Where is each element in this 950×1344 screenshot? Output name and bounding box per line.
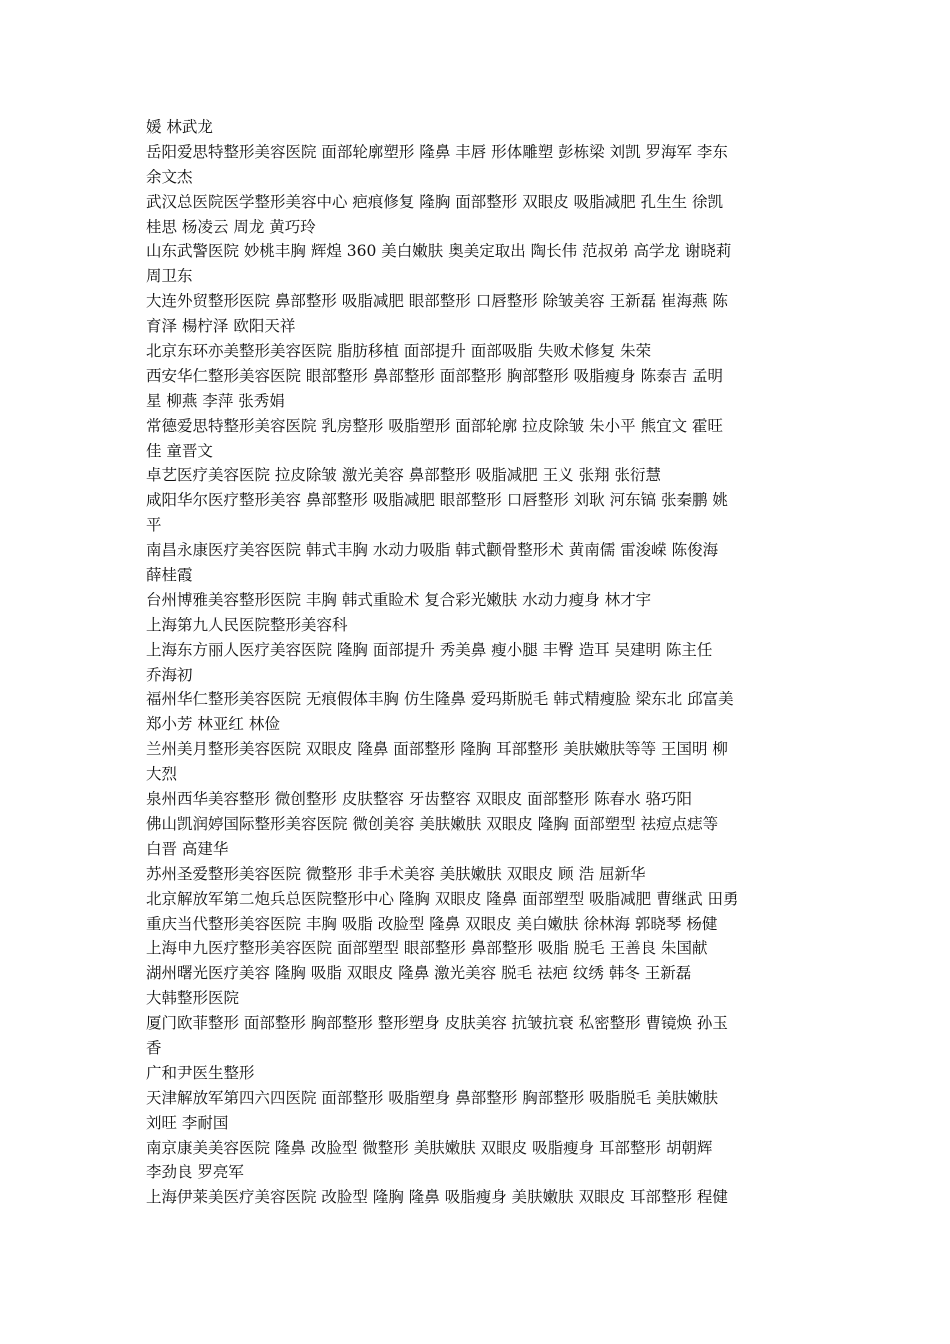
text-line: 上海东方丽人医疗美容医院 隆胸 面部提升 秀美鼻 瘦小腿 丰臀 造耳 吴建明 陈主任 xyxy=(146,640,713,659)
document-page xyxy=(146,115,811,1210)
text-line: 南昌永康医疗美容医院 韩式丰胸 水动力吸脂 韩式颧骨整形术 黄南儒 雷浚嵘 陈俊海 xyxy=(146,541,719,560)
text-line: 大韩整形医院 xyxy=(146,989,240,1008)
text-line: 南京康美美容医院 隆鼻 改脸型 微整形 美肤嫩肤 双眼皮 吸脂瘦身 耳部整形 胡朝辉 xyxy=(146,1138,713,1157)
text-line: 泉州西华美容整形 微创整形 皮肤整容 牙齿整容 双眼皮 面部整形 陈春水 骆巧阳 xyxy=(146,790,692,809)
text-line: 余文杰 xyxy=(146,167,193,186)
text-line: 乔海初 xyxy=(146,665,193,684)
text-line: 大烈 xyxy=(146,765,178,784)
text-line: 刘旺 李耐国 xyxy=(146,1113,229,1132)
text-line: 大连外贸整形医院 鼻部整形 吸脂减肥 眼部整形 口唇整形 除皱美容 王新磊 崔海燕 陈 xyxy=(146,292,728,311)
text-line: 咸阳华尔医疗整形美容 鼻部整形 吸脂减肥 眼部整形 口唇整形 刘耿 河东镐 张秦鹏 姚 xyxy=(146,491,728,510)
text-line: 周卫东 xyxy=(146,267,193,286)
text-line: 薛桂霞 xyxy=(146,566,193,585)
text-line: 福州华仁整形美容医院 无痕假体丰胸 仿生隆鼻 爱玛斯脱毛 韩式精瘦脸 梁东北 邱富美 xyxy=(146,690,734,709)
text-line: 郑小芳 林亚红 林俭 xyxy=(146,715,280,734)
text-line: 北京东环亦美整形美容医院 脂肪移植 面部提升 面部吸脂 失败术修复 朱荣 xyxy=(146,342,652,361)
text-line: 兰州美月整形美容医院 双眼皮 隆鼻 面部整形 隆胸 耳部整形 美肤嫩肤等等 王国明 柳 xyxy=(146,740,728,759)
text-line: 西安华仁整形美容医院 眼部整形 鼻部整形 面部整形 胸部整形 吸脂瘦身 陈泰吉 孟明 xyxy=(146,366,723,385)
text-line: 李劲良 罗亮军 xyxy=(146,1163,244,1182)
text-line: 佛山凯润婷国际整形美容医院 微创美容 美肤嫩肤 双眼皮 隆胸 面部塑型 祛痘点痣等 xyxy=(146,814,719,833)
text-line: 星 柳燕 李萍 张秀娟 xyxy=(146,391,285,410)
text-line: 岳阳爱思特整形美容医院 面部轮廓塑形 隆鼻 丰唇 形体雕塑 彭栋梁 刘凯 罗海军 李东 xyxy=(146,142,728,161)
text-line: 香 xyxy=(146,1038,162,1057)
text-line: 上海第九人民医院整形美容科 xyxy=(146,615,348,634)
text-line: 上海申九医疗整形美容医院 面部塑型 眼部整形 鼻部整形 吸脂 脱毛 王善良 朱国献 xyxy=(146,939,708,958)
text-line: 武汉总医院医学整形美容中心 疤痕修复 隆胸 面部整形 双眼皮 吸脂减肥 孔生生 徐凯 xyxy=(146,192,723,211)
text-line: 山东武警医院 妙桃丰胸 辉煌 360 美白嫩肤 奥美定取出 陶长伟 范叔弟 高学龙 谢晓莉 xyxy=(146,242,732,261)
text-line: 天津解放军第四六四医院 面部整形 吸脂塑身 鼻部整形 胸部整形 吸脂脱毛 美肤嫩肤 xyxy=(146,1088,719,1107)
text-line: 常德爱思特整形美容医院 乳房整形 吸脂塑形 面部轮廓 拉皮除皱 朱小平 熊宜文 霍旺 xyxy=(146,416,723,435)
text-line: 湖州曙光医疗美容 隆胸 吸脂 双眼皮 隆鼻 激光美容 脱毛 祛疤 纹绣 韩冬 王新磊 xyxy=(146,964,692,983)
text-line: 台州博雅美容整形医院 丰胸 韩式重睑术 复合彩光嫩肤 水动力瘦身 林才宇 xyxy=(146,590,652,609)
text-line: 桂思 杨凌云 周龙 黄巧玲 xyxy=(146,217,316,236)
text-line: 平 xyxy=(146,516,162,535)
text-line: 育泽 楊柠泽 欧阳天祥 xyxy=(146,317,296,336)
text-line: 重庆当代整形美容医院 丰胸 吸脂 改脸型 隆鼻 双眼皮 美白嫩肤 徐林海 郭晓琴 杨健 xyxy=(146,914,718,933)
text-line: 媛 林武龙 xyxy=(146,118,213,136)
text-line: 白晋 高建华 xyxy=(146,839,229,858)
text-line: 上海伊莱美医疗美容医院 改脸型 隆胸 隆鼻 吸脂瘦身 美肤嫩肤 双眼皮 耳部整形 程健 xyxy=(146,1188,728,1207)
text-line: 北京解放军第二炮兵总医院整形中心 隆胸 双眼皮 隆鼻 面部塑型 吸脂减肥 曹继武 田勇 xyxy=(146,889,739,908)
text-line: 卓艺医疗美容医院 拉皮除皱 激光美容 鼻部整形 吸脂减肥 王义 张翔 张衍慧 xyxy=(146,466,661,485)
text-line: 厦门欧菲整形 面部整形 胸部整形 整形塑身 皮肤美容 抗皱抗衰 私密整形 曹镜焕 孙玉 xyxy=(146,1014,728,1033)
text-line: 广和尹医生整形 xyxy=(146,1063,255,1082)
text-line: 佳 童晋文 xyxy=(146,441,213,460)
text-line: 苏州圣爱整形美容医院 微整形 非手术美容 美肤嫩肤 双眼皮 顾 浩 屈新华 xyxy=(146,864,646,883)
